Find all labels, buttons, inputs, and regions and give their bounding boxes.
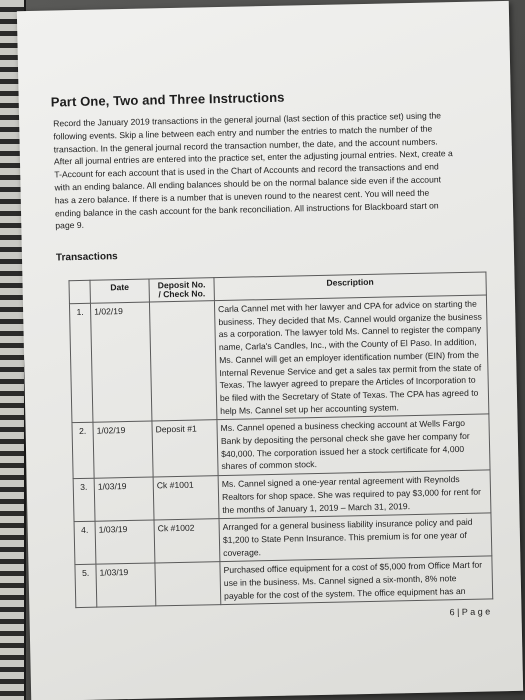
row-ref: Ck #1001 [153, 476, 219, 520]
row-number: 5. [75, 565, 97, 609]
header-number [69, 280, 90, 303]
page-footer: 6 | P a g e [449, 606, 491, 618]
row-ref: Ck #1002 [154, 519, 220, 563]
header-description: Description [214, 272, 486, 301]
row-date: 1/03/19 [94, 477, 154, 521]
row-number: 4. [74, 521, 96, 565]
row-description: Purchased office equipment for a cost of $5,000 from Office Mart for use in the business. Ms. Cannel signed a six-month, 8% note payable for the cost of the system. The office equipment has an [220, 556, 493, 605]
header-deposit-check [149, 278, 214, 302]
page-heading: Part One, Two and Three Instructions [50, 89, 285, 110]
row-number: 3. [73, 478, 95, 522]
row-date: 1/03/19 [96, 563, 156, 607]
header-deposit-line1: Deposit No. [157, 279, 206, 291]
instructions-paragraph [53, 109, 455, 233]
row-ref: Deposit #1 [152, 420, 218, 477]
document-page [17, 1, 523, 700]
row-ref [155, 562, 221, 606]
transactions-heading: Transactions [55, 251, 118, 264]
row-description: Arranged for a general business liability insurance policy and paid $1,200 to State Penn Insurance. This premium is for one year of coverage. [219, 513, 492, 562]
table-row [69, 295, 488, 423]
row-date: 1/02/19 [90, 302, 151, 423]
header-deposit-line2: / Check No. [158, 288, 206, 300]
instructions-text: Record the January 2019 transactions in the general journal (last section of this practice set) using the following events. Skip a line between each entry and number the entries to match the number of the transaction. In the general journal record the transaction number, the date, and the account numbers. After all journal entries are entered into the practice set, enter the adjusting journal entries. Next, create a T-Account for each account that is used in the Chart of Accounts and record the transactions and end with an ending balance. All ending balances should be on the normal balance side even if the account has a zero balance. If there is a number that is uneven round to the nearest cent. You will need the ending balance in the cash account for the bank reconciliation. All instructions for Blackboard start on page 9. [53, 110, 453, 231]
row-date: 1/03/19 [95, 520, 155, 564]
row-description: Carla Cannel met with her lawyer and CPA for advice on starting the business. They decided that Ms. Cannel would organize the business as a corporation. The lawyer told Ms. Cannel to register the company name, Carla's Candles, Inc., with the County of El Paso. In addition, Ms. Cannel will get an employer identification number (EIN) from the Internal Revenue Service and get a sales tax permit from the state of Texas. The lawyer agreed to prepare the Articles of Incorporation to be filed with the Secretary of State of Texas. The CPA has agreed to help Ms. Cannel set up her accounting system. [214, 295, 488, 420]
table-row [72, 414, 490, 479]
row-date: 1/02/19 [93, 421, 153, 478]
transactions-table [68, 271, 493, 608]
row-number: 2. [72, 423, 94, 479]
header-date: Date [90, 279, 149, 303]
table-row [75, 556, 493, 608]
row-ref [149, 301, 216, 422]
row-number: 1. [69, 303, 92, 423]
row-description: Ms. Cannel signed a one-year rental agreement with Reynolds Realtors for shop space. She was required to pay $3,000 for rent for the months of January 1, 2019 – March 31, 2019. [218, 470, 491, 519]
row-description: Ms. Cannel opened a business checking account at Wells Fargo Bank by depositing the personal check she gave her company for $40,000. The corporation issued her a stock certificate for 4,000 shares of common stock. [217, 414, 490, 475]
